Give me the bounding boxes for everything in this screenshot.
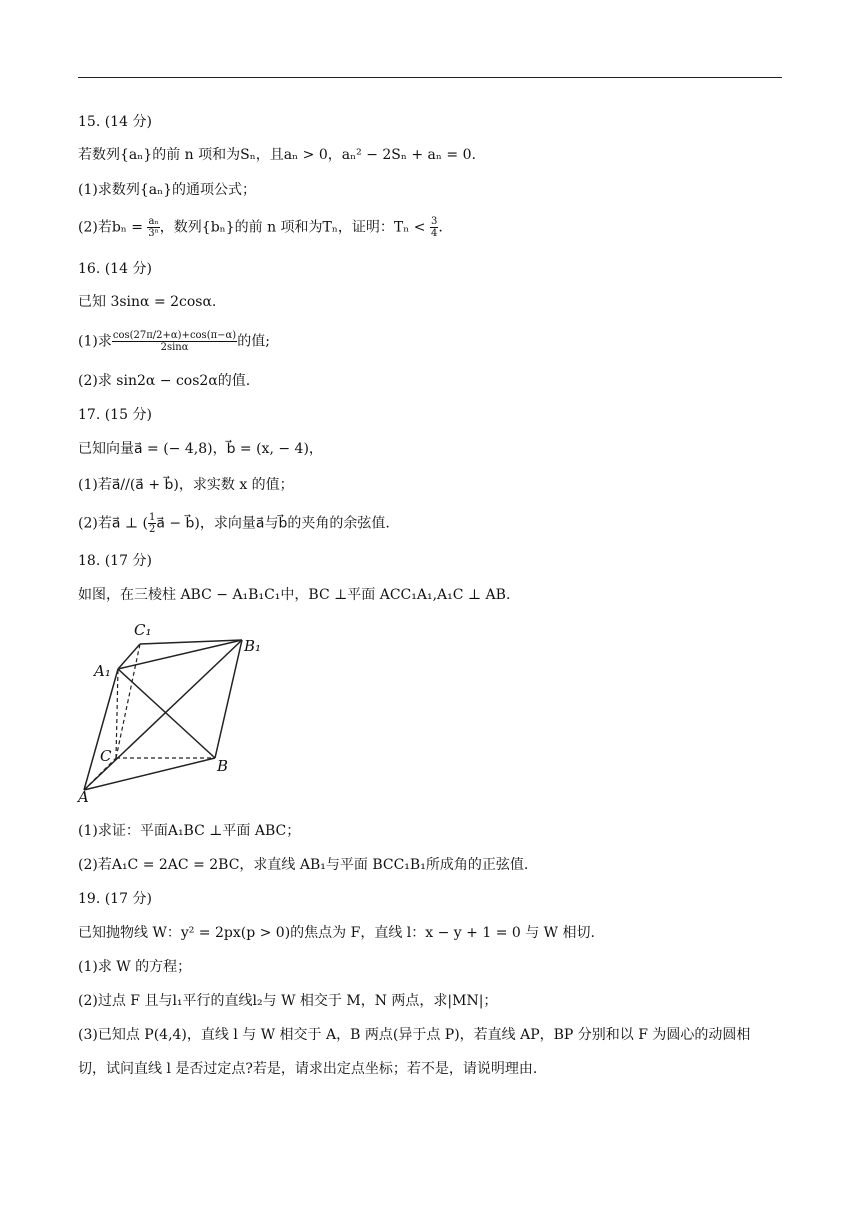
q19-part2: (2)过点 F 且与l₁平行的直线l₂与 W 相交于 M，N 两点，求|MN|； (78, 993, 498, 1009)
fraction-numerator: aₙ (148, 216, 159, 227)
q15-part2 (78, 216, 443, 239)
label-C: C (100, 747, 112, 765)
q17-part1: (1)若a⃗//(a⃗ + b⃗)，求实数 x 的值； (78, 477, 294, 493)
q17-header: 17. (15 分) (78, 407, 152, 423)
fraction-denominator: 4 (430, 228, 438, 239)
q16-part1-text-a: (1)求 (78, 333, 112, 350)
q16-part1-text-b: 的值; (237, 333, 270, 350)
fraction-denominator: 3ⁿ (148, 228, 159, 239)
fraction-numerator: cos(27π/2+α)+cos(π−α) (112, 330, 237, 341)
q16-part2: (2)求 sin2α − cos2α的值. (78, 373, 251, 389)
fraction-denominator: 2sinα (160, 342, 189, 353)
q16-fraction (112, 330, 237, 353)
q15-stem: 若数列{aₙ}的前 n 项和为Sₙ，且aₙ > 0，aₙ² − 2Sₙ + aₙ = 0. (78, 147, 476, 163)
prism-figure (72, 618, 272, 804)
hidden-edge-C-A1 (116, 669, 118, 758)
edge-B-B1 (215, 640, 242, 758)
q16-header: 16. (14 分) (78, 261, 152, 277)
q17-part2 (78, 512, 390, 535)
fraction-numerator: 3 (430, 216, 438, 227)
q18-part2: (2)若A₁C = 2AC = 2BC，求直线 AB₁与平面 BCC₁B₁所成角的正弦值. (78, 857, 529, 873)
q15-part2-text-a: (2)若bₙ = (78, 219, 148, 236)
fraction-denominator: 2 (148, 524, 156, 535)
q19-stem: 已知抛物线 W：y² = 2px(p > 0)的焦点为 F，直线 l：x − y + 1 = 0 与 W 相切. (78, 925, 595, 941)
q19-part3-line2: 切，试问直线 l 是否过定点?若是，请求出定点坐标；若不是，请说明理由. (78, 1061, 538, 1077)
q16-stem: 已知 3sinα = 2cosα. (78, 294, 217, 310)
q15-header: 15. (14 分) (78, 114, 152, 130)
label-B: B (217, 757, 229, 775)
q19-header: 19. (17 分) (78, 891, 152, 907)
edge-A1-B1 (118, 640, 242, 669)
fraction-numerator: 1 (148, 512, 156, 523)
label-A: A (78, 788, 89, 804)
header-rule (78, 77, 782, 78)
q15-part2-text-b: ，数列{bₙ}的前 n 项和为Tₙ，证明：Tₙ < (159, 219, 430, 236)
q18-header: 18. (17 分) (78, 553, 152, 569)
q16-part1 (78, 330, 270, 353)
q15-part2-text-c: . (438, 219, 443, 236)
label-C1: C₁ (134, 621, 152, 639)
label-A1: A₁ (94, 662, 111, 680)
q15-part1: (1)求数列{aₙ}的通项公式； (78, 182, 257, 198)
edge-A-A1 (84, 669, 118, 790)
q19-part1: (1)求 W 的方程； (78, 959, 192, 975)
q17-stem: 已知向量a⃗ = (− 4,8)，b⃗ = (x, − 4)， (78, 441, 323, 457)
q19-part3-line1: (3)已知点 P(4,4)，直线 l 与 W 相交于 A，B 两点(异于点 P)，若直线 AP，BP 分别和以 F 为圆心的动圆相 (78, 1027, 751, 1043)
q15-fraction-an-3n (147, 216, 159, 239)
q18-stem: 如图，在三棱柱 ABC − A₁B₁C₁中，BC ⊥平面 ACC₁A₁,A₁C ⊥ AB. (78, 587, 511, 603)
q17-part2-text-b: a⃗ − b⃗)，求向量a⃗与b⃗的夹角的余弦值. (156, 515, 390, 532)
q18-part1: (1)求证：平面A₁BC ⊥平面 ABC； (78, 823, 301, 839)
label-B1: B₁ (244, 637, 262, 655)
q17-part2-text-a: (2)若a⃗ ⊥ ( (78, 515, 148, 532)
